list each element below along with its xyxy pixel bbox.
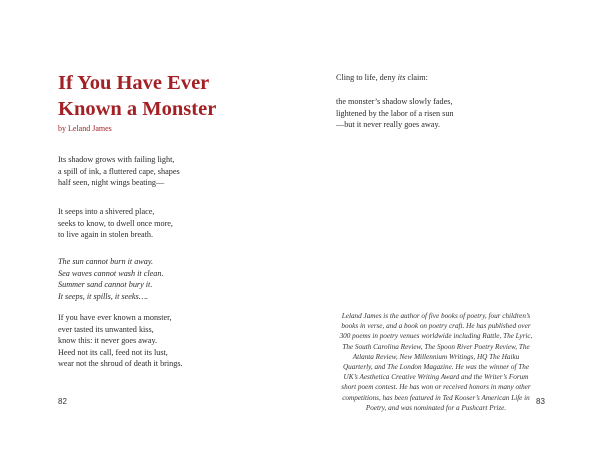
bio-line: books in verse, and a book on poetry craft. He has published over (341, 322, 531, 331)
poem-line: to live again in stolen breath. (58, 230, 154, 240)
poem-line: ever tasted its unwanted kiss, (58, 324, 154, 334)
poem-line: lightened by the labor of a risen sun (336, 108, 454, 118)
stanza-5 (336, 72, 428, 84)
poem-line: Summer sand cannot bury it. (58, 280, 153, 290)
bio-line: competitions, has been featured in Ted Kooser’s American Life in (342, 393, 530, 402)
poem-line: Heed not its call, feed not its lust, (58, 347, 168, 357)
poem-line: The sun cannot burn it away. (58, 257, 154, 266)
poem-line: If you have ever known a monster, (58, 313, 172, 322)
poem-line: wear not the shroud of death it brings. (58, 359, 183, 369)
bio-line: UK’s Aesthetica Creative Writing Award and the Writer’s Forum (343, 373, 529, 382)
page-number-left: 82 (58, 397, 67, 406)
poem-title-line-1: If You Have Ever (58, 72, 210, 94)
poem-title (58, 70, 298, 122)
poem-line: the monster’s shadow slowly fades, (336, 97, 453, 106)
poem-line: Its shadow grows with failing light, (58, 155, 175, 164)
poem-line: half seen, night wings beating— (58, 178, 165, 188)
poem-line: seeks to know, to dwell once more, (58, 218, 173, 228)
poem-line: know this: it never goes away. (58, 336, 158, 346)
bio-line: short poem contest. He has won or received honors in many other (341, 383, 531, 392)
bio-line: Atlanta Review, New Millennium Writings, HQ The Haiku (352, 352, 520, 361)
poem-line: Sea waves cannot wash it clean. (58, 268, 164, 278)
stanza-2 (58, 206, 298, 241)
page-number-right: 83 (536, 397, 545, 406)
poem-line: It seeps, it spills, it seeks…. (58, 291, 149, 301)
bio-line: Quarterly, and The London Magazine. He was the winner of The (342, 363, 530, 372)
bio-line: The South Carolina Review, The Spoon River Poetry Review, The (342, 342, 530, 351)
poem-line: —but it never really goes away. (336, 120, 441, 130)
byline: by Leland James (58, 124, 112, 133)
author-bio (330, 311, 542, 413)
poem-line-end: claim: (405, 73, 428, 82)
stanza-1 (58, 154, 298, 189)
bio-line: 300 poems in poetry venues worldwide including Rattle, The Lyric, (339, 332, 533, 341)
stanza-6 (336, 96, 454, 131)
poem-line-start: Cling to life, deny (336, 73, 398, 82)
bio-line: Poetry, and was nominated for a Pushcart Prize. (365, 403, 507, 412)
stanza-4 (58, 312, 298, 370)
poem-line: a spill of ink, a fluttered cape, shapes (58, 166, 180, 176)
poem-line-emphasis: its (397, 73, 406, 82)
stanza-3 (58, 256, 298, 302)
poem-title-line-2: Known a Monster (58, 98, 217, 120)
poem-line: It seeps into a shivered place, (58, 207, 155, 216)
bio-line: Leland James is the author of five books of poetry, four children’s (341, 312, 531, 320)
